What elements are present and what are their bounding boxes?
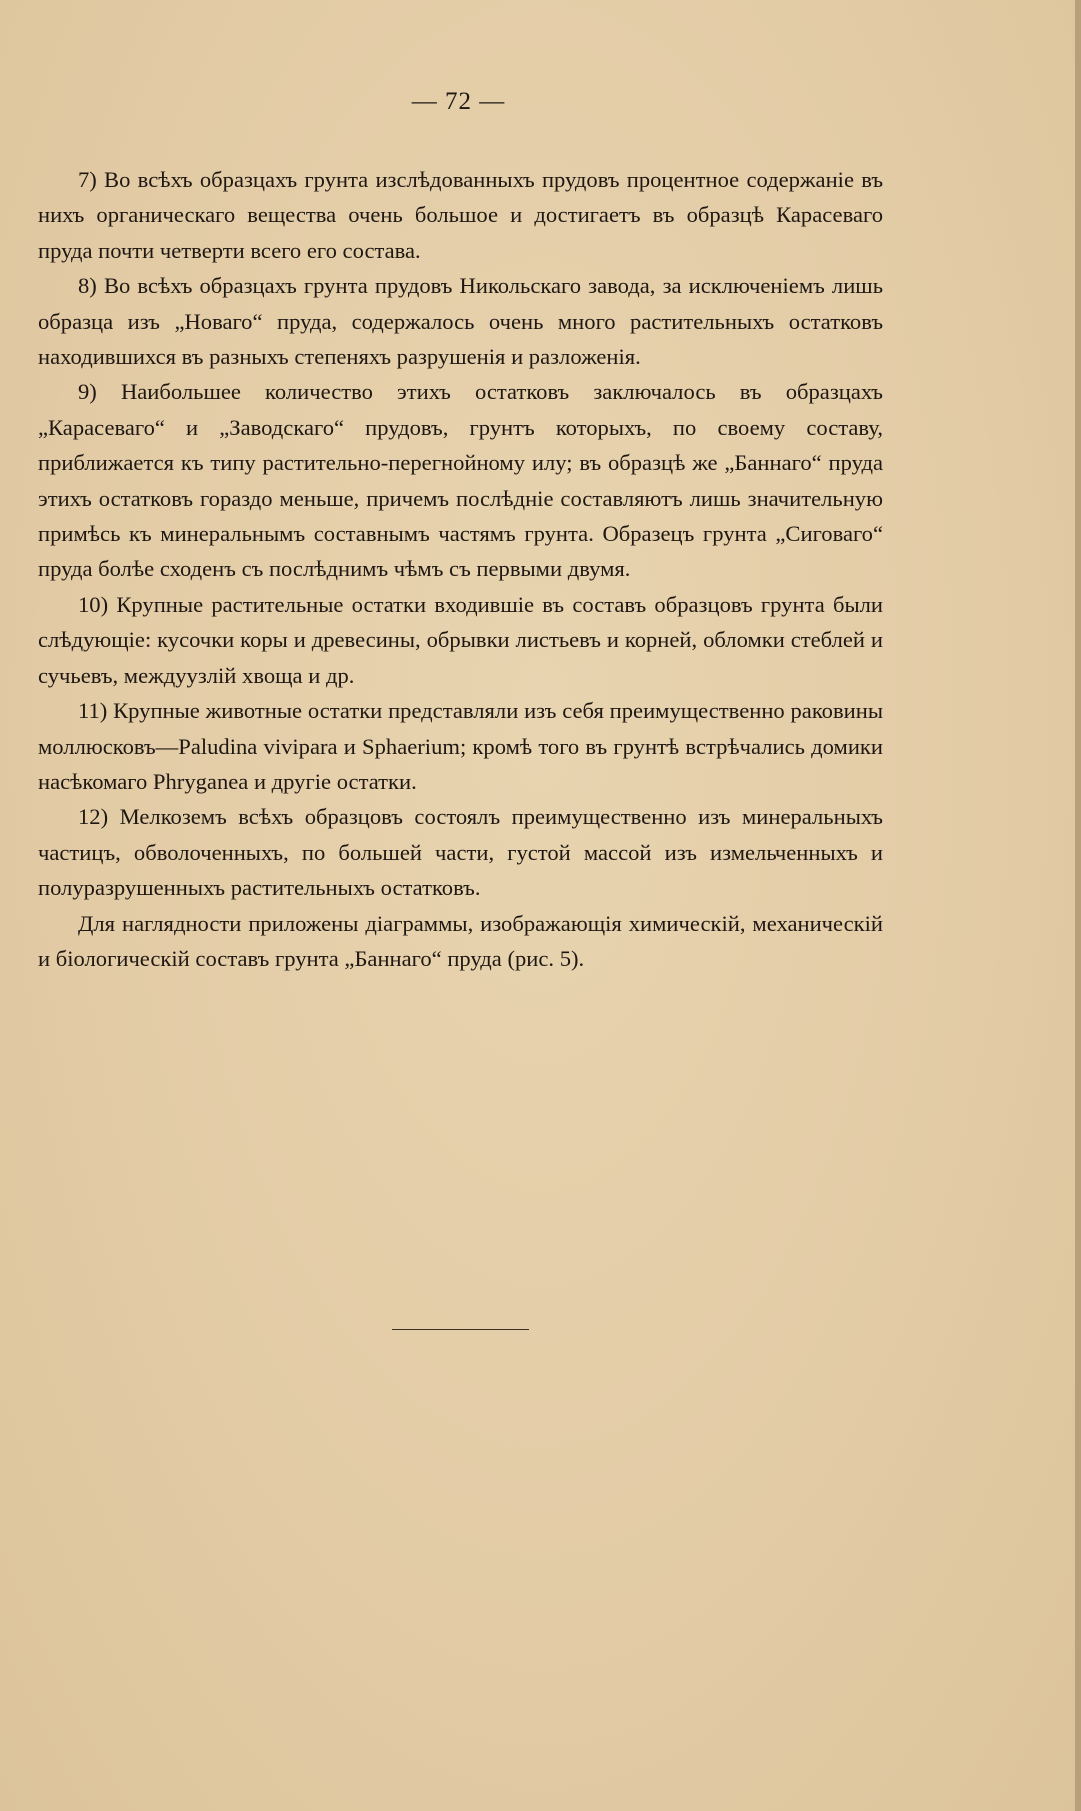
paragraph-9: 9) Наибольшее количество этихъ остатковъ заключалось въ образцахъ „Карасеваго“ и „Заводскаго“ прудовъ, грунтъ которыхъ, по своему составу, приближается къ типу растительно-перегнойному илу; въ образцѣ же „Баннаго“ пруда этихъ остатковъ гораздо меньше, причемъ послѣдніе составляютъ лишь значительную примѣсь къ минеральнымъ составнымъ частямъ грунта. Образецъ грунта „Сиговаго“ пруда болѣе сходенъ съ послѣднимъ чѣмъ съ первыми двумя. <box>38 379 883 582</box>
paragraph-8: 8) Во всѣхъ образцахъ грунта прудовъ Никольскаго завода, за исключеніемъ лишь образца изъ „Новаго“ пруда, содержалось очень много растительныхъ остатковъ находившихся въ разныхъ степеняхъ разрушенія и разложенія. <box>38 273 883 370</box>
closing-paragraph: Для наглядности приложены діаграммы, изображающія химическій, механическій и біологическій составъ грунта „Баннаго“ пруда (рис. 5). <box>38 910 883 971</box>
page-edge <box>1075 0 1081 1811</box>
section-end-rule <box>392 1329 529 1330</box>
page-number: — 72 — <box>411 88 506 115</box>
paragraph-12: 12) Мелкоземъ всѣхъ образцовъ состоялъ преимущественно изъ минеральныхъ частицъ, обволоченныхъ, по большей части, густой массой изъ измельченныхъ и полуразрушенныхъ растительныхъ остатковъ. <box>38 804 883 901</box>
paragraph-7: 7) Во всѣхъ образцахъ грунта изслѣдованныхъ прудовъ процентное содержаніе въ нихъ органическаго вещества очень большое и достигаетъ въ образцѣ Карасеваго пруда почти четверти всего его состава. <box>38 167 883 263</box>
body-text <box>38 162 883 976</box>
paragraph-10: 10) Крупные растительные остатки входившіе въ составъ образцовъ грунта были слѣдующіе: кусочки коры и древесины, обрывки листьевъ и корней, обломки стеблей и сучьевъ, междуузлій хвоща и др. <box>38 591 883 688</box>
paragraph-11: 11) Крупные животные остатки представляли изъ себя преимущественно раковины моллюсковъ—Paludina vivipara и Sphaerium; кромѣ того въ грунтѣ встрѣчались домики насѣкомаго Phryganea и другіе остатки. <box>38 698 883 794</box>
